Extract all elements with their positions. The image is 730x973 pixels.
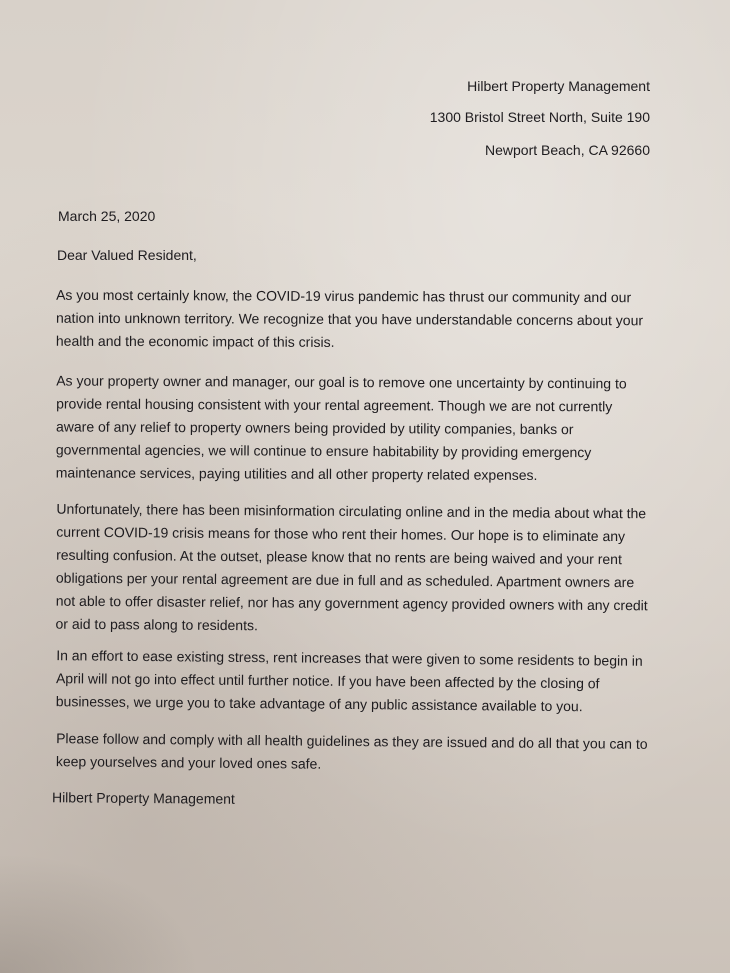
- letter-date: March 25, 2020: [58, 208, 156, 224]
- paragraph-2: As your property owner and manager, our goal is to remove one uncertainty by continuing to provide rental housing consistent with your rental agreement. Though we are not currently aware of any relief to property owners being provided by utility companies, banks or governmental agencies, we will continue to ensure habitability by providing emergency maintenance services, paying utilities and all other property related expenses.: [55, 372, 627, 483]
- company-name: Hilbert Property Management: [467, 78, 650, 94]
- paragraph-5: Please follow and comply with all health guidelines as they are issued and do all that you can to keep yourselves and your loved ones safe.: [55, 730, 648, 772]
- paragraph-3: Unfortunately, there has been misinformation circulating online and in the media about what the current COVID-19 crisis means for those who rent their homes. Our hope is to eliminate any resulting confusion. At the outset, please know that no rents are being waived and your rent obligations per your rental agreement are due in full and as scheduled. Apartment owners are not able to offer disaster relief, nor has any government agency provided owners with any credit or aid to pass along to residents.: [55, 500, 648, 634]
- street-address: 1300 Bristol Street North, Suite 190: [429, 109, 650, 125]
- letterhead: [430, 78, 650, 159]
- salutation: Dear Valued Resident,: [57, 247, 197, 263]
- signature: Hilbert Property Management: [51, 789, 235, 807]
- paper-shadow: [0, 853, 200, 973]
- paragraph-4: In an effort to ease existing stress, rent increases that were given to some residents to begin in April will not go into effect until further notice. If you have been affected by the closing of businesses, we urge you to take advantage of any public assistance available to you.: [55, 647, 643, 715]
- city-state-zip: Newport Beach, CA 92660: [485, 142, 650, 158]
- paragraph-1: As you most certainly know, the COVID-19 virus pandemic has thrust our community and our nation into unknown territory. We recognize that you have understandable concerns about your health and the economic impact of this crisis.: [55, 286, 644, 350]
